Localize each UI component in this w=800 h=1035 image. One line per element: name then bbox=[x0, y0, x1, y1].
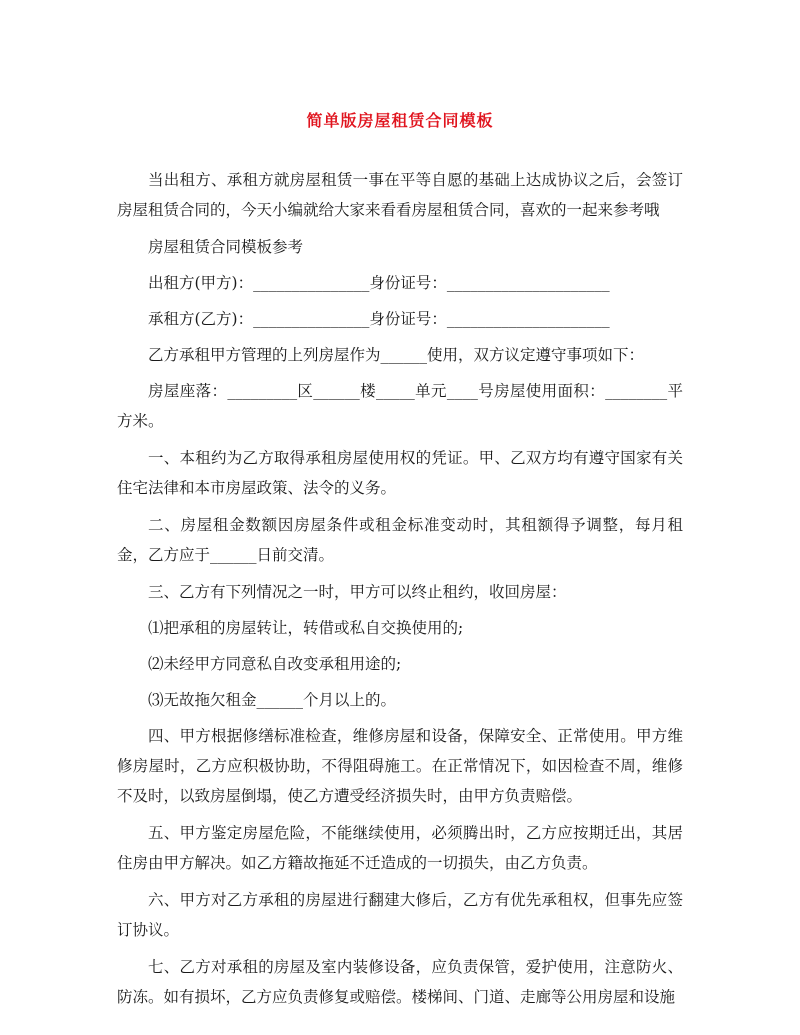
clause-3-item-2: ⑵未经甲方同意私自改变承租用途的; bbox=[148, 655, 402, 673]
clause-6: 六、甲方对乙方承租的房屋进行翻建大修后，乙方有优先承租权，但事先应签订协议。 bbox=[117, 891, 683, 939]
intro-paragraph: 当出租方、承租方就房屋租赁一事在平等自愿的基础上达成协议之后，会签订房屋租赁合同的，今天小编就给大家来看看房屋租赁合同，喜欢的一起来参考哦 bbox=[117, 171, 683, 219]
document-body bbox=[117, 165, 683, 1019]
clause-3-item-1: ⑴把承租的房屋转让，转借或私自交换使用的; bbox=[148, 619, 464, 637]
clause-1: 一、本租约为乙方取得承租房屋使用权的凭证。甲、乙双方均有遵守国家有关住宅法律和本市房屋政策、法令的义务。 bbox=[117, 449, 683, 497]
usage-line: 乙方承租甲方管理的上列房屋作为______使用，双方议定遵守事项如下： bbox=[148, 346, 645, 364]
lessor-line: 出租方(甲方)：_______________身份证号：_____________________ bbox=[148, 274, 610, 292]
clause-5: 五、甲方鉴定房屋危险，不能继续使用，必须腾出时，乙方应按期迁出，其居住房由甲方解决。如乙方籍故拖延不迁造成的一切损失，由乙方负责。 bbox=[117, 824, 683, 872]
lessee-line: 承租方(乙方)：_______________身份证号：_____________________ bbox=[148, 310, 610, 328]
clause-3-item-3: ⑶无故拖欠租金______个月以上的。 bbox=[148, 691, 397, 709]
document-title: 简单版房屋租赁合同模板 bbox=[306, 111, 494, 130]
clause-2: 二、房屋租金数额因房屋条件或租金标准变动时，其租额得予调整，每月租金，乙方应于______日前交清。 bbox=[117, 516, 683, 564]
clause-3: 三、乙方有下列情况之一时，甲方可以终止租约，收回房屋： bbox=[148, 583, 567, 601]
clause-4: 四、甲方根据修缮标准检查，维修房屋和设备，保障安全、正常使用。甲方维修房屋时，乙方应积极协助，不得阻碍施工。在正常情况下，如因检查不周，维修不及时，以致房屋倒塌，使乙方遭受经济损失时，由甲方负责赔偿。 bbox=[117, 727, 683, 805]
property-location-line: 房屋座落：_________区______楼_____单元____号房屋使用面积：________平方米。 bbox=[117, 382, 683, 430]
clause-7: 七、乙方对承租的房屋及室内装修设备，应负责保管，爱护使用，注意防火、防冻。如有损坏，乙方应负责修复或赔偿。楼梯间、门道、走廊等公用房屋和设施 bbox=[117, 958, 683, 1006]
template-reference-heading: 房屋租赁合同模板参考 bbox=[148, 238, 304, 256]
